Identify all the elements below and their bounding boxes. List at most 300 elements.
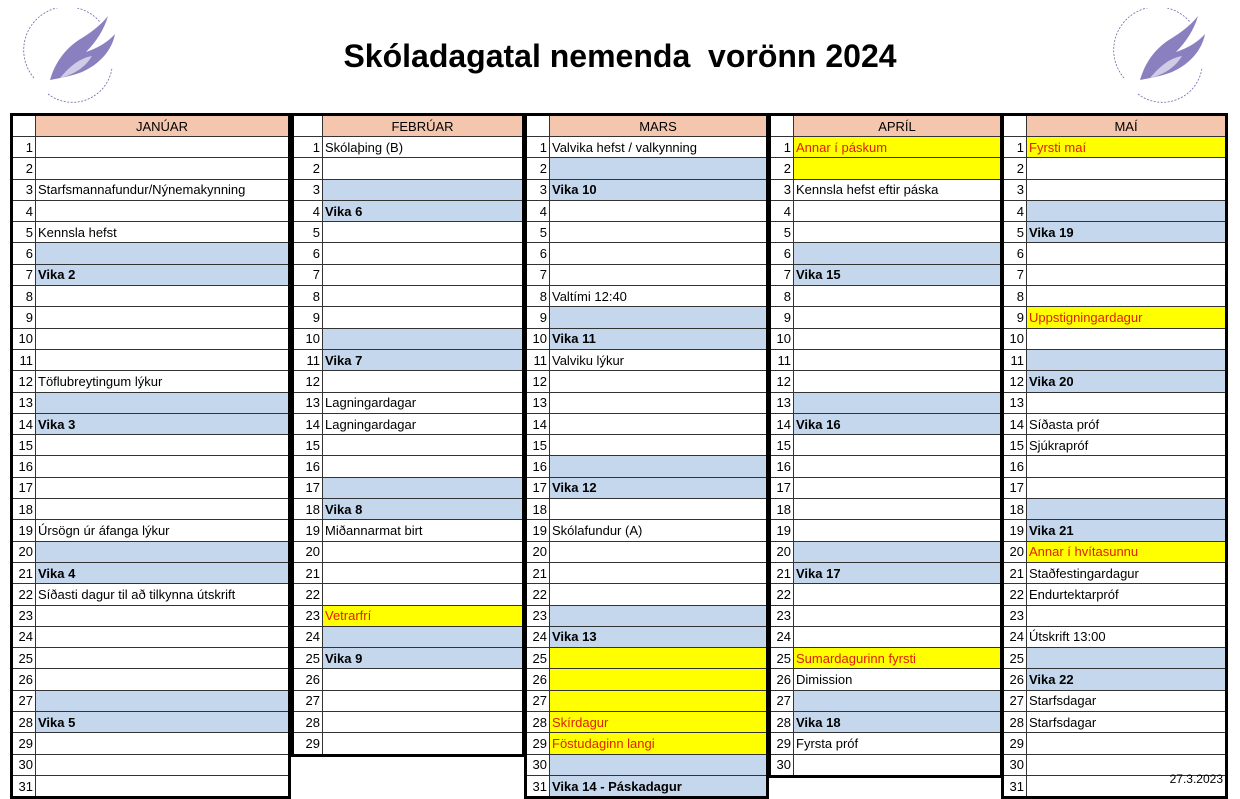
day-number: 30	[1003, 754, 1027, 775]
day-number: 5	[770, 222, 794, 243]
day-number: 20	[526, 541, 550, 562]
day-event	[36, 137, 290, 158]
day-event: Vika 19	[1027, 222, 1227, 243]
day-row	[1003, 456, 1227, 477]
day-number: 17	[293, 477, 323, 498]
month-table-1	[291, 113, 525, 757]
day-row	[770, 392, 1002, 413]
month-header-spacer	[526, 115, 550, 137]
day-number: 3	[1003, 179, 1027, 200]
day-event	[36, 328, 290, 349]
day-number: 12	[1003, 371, 1027, 392]
day-number: 8	[293, 286, 323, 307]
day-row	[1003, 349, 1227, 370]
day-event	[323, 626, 524, 647]
day-row	[526, 541, 768, 562]
day-row	[1003, 200, 1227, 221]
day-number: 6	[526, 243, 550, 264]
day-event	[323, 541, 524, 562]
day-number: 8	[770, 286, 794, 307]
day-event	[1027, 392, 1227, 413]
day-row	[12, 605, 290, 626]
month-table-0	[10, 113, 291, 799]
day-row	[770, 733, 1002, 754]
day-number: 14	[293, 413, 323, 434]
day-event: Vika 7	[323, 349, 524, 370]
day-event	[323, 477, 524, 498]
day-event: Valviku lýkur	[550, 349, 768, 370]
day-number: 27	[770, 690, 794, 711]
day-row	[770, 435, 1002, 456]
day-number: 15	[12, 435, 36, 456]
day-number: 9	[526, 307, 550, 328]
day-event	[323, 690, 524, 711]
page-title: Skóladagatal nemenda vorönn 2024	[343, 38, 897, 74]
day-number: 20	[1003, 541, 1027, 562]
day-number: 4	[12, 200, 36, 221]
day-row	[293, 200, 524, 221]
day-row	[293, 690, 524, 711]
day-number: 9	[12, 307, 36, 328]
day-number: 27	[293, 690, 323, 711]
day-row	[1003, 733, 1227, 754]
day-number: 9	[770, 307, 794, 328]
day-event: Valvika hefst / valkynning	[550, 137, 768, 158]
day-row	[1003, 520, 1227, 541]
day-number: 8	[12, 286, 36, 307]
day-number: 26	[12, 669, 36, 690]
day-number: 2	[293, 158, 323, 179]
day-number: 10	[293, 328, 323, 349]
day-number: 15	[293, 435, 323, 456]
day-event	[1027, 158, 1227, 179]
day-event	[794, 435, 1002, 456]
month-header-spacer	[12, 115, 36, 137]
day-row	[1003, 371, 1227, 392]
day-event	[36, 626, 290, 647]
day-number: 23	[293, 605, 323, 626]
day-number: 19	[12, 520, 36, 541]
day-number: 7	[526, 264, 550, 285]
day-row	[12, 200, 290, 221]
day-event	[794, 286, 1002, 307]
day-event	[794, 158, 1002, 179]
day-number: 20	[12, 541, 36, 562]
day-number: 4	[526, 200, 550, 221]
day-event	[794, 754, 1002, 776]
day-number: 18	[526, 499, 550, 520]
day-row	[12, 477, 290, 498]
day-event	[794, 605, 1002, 626]
day-number: 29	[1003, 733, 1027, 754]
day-row	[293, 222, 524, 243]
day-event	[794, 243, 1002, 264]
day-event: Vika 12	[550, 477, 768, 498]
month-header: JANÚAR	[36, 115, 290, 137]
day-row	[12, 648, 290, 669]
day-event: Útskrift 13:00	[1027, 626, 1227, 647]
day-number: 24	[1003, 626, 1027, 647]
day-event	[1027, 456, 1227, 477]
day-number: 4	[770, 200, 794, 221]
day-event	[794, 541, 1002, 562]
day-row	[526, 222, 768, 243]
day-event: Staðfestingardagur	[1027, 562, 1227, 583]
day-row	[12, 775, 290, 797]
day-row	[770, 264, 1002, 285]
day-number: 1	[12, 137, 36, 158]
day-number: 7	[12, 264, 36, 285]
day-row	[526, 733, 768, 754]
day-event	[794, 200, 1002, 221]
day-event: Lagningardagar	[323, 392, 524, 413]
day-event	[36, 669, 290, 690]
day-row	[293, 626, 524, 647]
day-row	[12, 584, 290, 605]
day-row	[770, 456, 1002, 477]
day-event	[550, 435, 768, 456]
day-event: Starfsdagar	[1027, 690, 1227, 711]
day-number: 7	[1003, 264, 1027, 285]
day-number: 21	[526, 562, 550, 583]
day-row	[770, 584, 1002, 605]
day-row	[1003, 435, 1227, 456]
day-row	[526, 243, 768, 264]
day-number: 1	[526, 137, 550, 158]
day-event	[36, 158, 290, 179]
day-number: 1	[770, 137, 794, 158]
day-number: 6	[1003, 243, 1027, 264]
day-number: 29	[526, 733, 550, 754]
day-event	[323, 435, 524, 456]
day-event: Starfsdagar	[1027, 712, 1227, 733]
day-number: 23	[526, 605, 550, 626]
day-row	[12, 626, 290, 647]
day-number: 25	[770, 648, 794, 669]
day-row	[770, 669, 1002, 690]
day-row	[526, 775, 768, 797]
day-event	[36, 243, 290, 264]
day-event	[1027, 264, 1227, 285]
day-event: Vika 11	[550, 328, 768, 349]
day-number: 7	[293, 264, 323, 285]
day-number: 22	[526, 584, 550, 605]
day-number: 6	[12, 243, 36, 264]
day-number: 9	[1003, 307, 1027, 328]
day-number: 25	[526, 648, 550, 669]
day-row	[1003, 669, 1227, 690]
day-event: Miðannarmat birt	[323, 520, 524, 541]
day-row	[293, 477, 524, 498]
day-event: Endurtektarpróf	[1027, 584, 1227, 605]
day-number: 11	[1003, 349, 1027, 370]
day-event	[323, 371, 524, 392]
day-row	[770, 499, 1002, 520]
day-number: 14	[12, 413, 36, 434]
day-row	[1003, 137, 1227, 158]
day-row	[12, 392, 290, 413]
day-number: 18	[12, 499, 36, 520]
day-event	[36, 435, 290, 456]
day-number: 24	[770, 626, 794, 647]
day-number: 3	[770, 179, 794, 200]
day-event: Annar í páskum	[794, 137, 1002, 158]
day-number: 13	[526, 392, 550, 413]
day-row	[293, 179, 524, 200]
day-row	[1003, 584, 1227, 605]
day-event	[550, 413, 768, 434]
day-number: 23	[770, 605, 794, 626]
day-number: 6	[293, 243, 323, 264]
day-number: 17	[770, 477, 794, 498]
day-number: 12	[770, 371, 794, 392]
day-row	[526, 200, 768, 221]
day-row	[293, 243, 524, 264]
day-row	[770, 137, 1002, 158]
day-event: Annar í hvítasunnu	[1027, 541, 1227, 562]
day-event	[1027, 477, 1227, 498]
day-row	[1003, 712, 1227, 733]
day-event	[794, 584, 1002, 605]
day-event	[323, 158, 524, 179]
day-number: 27	[1003, 690, 1027, 711]
day-number: 12	[12, 371, 36, 392]
day-row	[293, 371, 524, 392]
day-number: 3	[12, 179, 36, 200]
day-number: 21	[293, 562, 323, 583]
day-row	[526, 435, 768, 456]
day-event: Vika 22	[1027, 669, 1227, 690]
day-row	[293, 584, 524, 605]
day-event: Vika 8	[323, 499, 524, 520]
day-event	[794, 371, 1002, 392]
day-number: 14	[526, 413, 550, 434]
day-event	[550, 264, 768, 285]
day-row	[770, 286, 1002, 307]
day-row	[293, 413, 524, 434]
day-event: Vika 18	[794, 712, 1002, 733]
day-event	[36, 775, 290, 797]
day-row	[770, 413, 1002, 434]
day-event: Dimission	[794, 669, 1002, 690]
day-event	[550, 690, 768, 711]
day-row	[12, 435, 290, 456]
day-row	[12, 520, 290, 541]
day-event: Vika 3	[36, 413, 290, 434]
day-row	[293, 541, 524, 562]
day-number: 7	[770, 264, 794, 285]
day-row	[12, 222, 290, 243]
day-number: 16	[526, 456, 550, 477]
day-number: 28	[526, 712, 550, 733]
day-event	[550, 562, 768, 583]
day-number: 16	[1003, 456, 1027, 477]
day-number: 19	[770, 520, 794, 541]
day-row	[770, 562, 1002, 583]
day-row	[293, 349, 524, 370]
day-number: 23	[1003, 605, 1027, 626]
day-row	[293, 648, 524, 669]
month-header: MARS	[550, 115, 768, 137]
day-event: Vika 20	[1027, 371, 1227, 392]
day-event: Síðasta próf	[1027, 413, 1227, 434]
day-row	[293, 562, 524, 583]
day-event: Föstudaginn langi	[550, 733, 768, 754]
day-row	[1003, 158, 1227, 179]
day-number: 15	[1003, 435, 1027, 456]
day-row	[526, 669, 768, 690]
day-number: 26	[1003, 669, 1027, 690]
day-event	[550, 754, 768, 775]
day-row	[770, 222, 1002, 243]
day-row	[293, 456, 524, 477]
day-event: Úrsögn úr áfanga lýkur	[36, 520, 290, 541]
day-event	[794, 349, 1002, 370]
day-number: 4	[1003, 200, 1027, 221]
day-row	[12, 328, 290, 349]
day-number: 22	[770, 584, 794, 605]
day-event	[550, 307, 768, 328]
day-event: Töflubreytingum lýkur	[36, 371, 290, 392]
day-event	[794, 328, 1002, 349]
day-number: 30	[12, 754, 36, 775]
day-number: 17	[526, 477, 550, 498]
day-row	[1003, 307, 1227, 328]
month-table-3	[768, 113, 1003, 778]
day-event	[323, 307, 524, 328]
day-number: 22	[293, 584, 323, 605]
day-event: Kennsla hefst	[36, 222, 290, 243]
day-event	[550, 541, 768, 562]
day-row	[526, 392, 768, 413]
day-number: 26	[526, 669, 550, 690]
month-header: FEBRÚAR	[323, 115, 524, 137]
day-number: 29	[770, 733, 794, 754]
day-row	[526, 371, 768, 392]
day-event	[1027, 243, 1227, 264]
day-number: 25	[12, 648, 36, 669]
day-row	[526, 264, 768, 285]
day-row	[770, 754, 1002, 776]
day-number: 28	[12, 712, 36, 733]
day-row	[526, 179, 768, 200]
day-number: 17	[1003, 477, 1027, 498]
day-row	[1003, 264, 1227, 285]
month-header: MAÍ	[1027, 115, 1227, 137]
day-event: Vika 4	[36, 562, 290, 583]
day-number: 30	[526, 754, 550, 775]
day-row	[12, 413, 290, 434]
day-event	[36, 690, 290, 711]
day-number: 18	[770, 499, 794, 520]
day-number: 28	[293, 712, 323, 733]
day-row	[12, 349, 290, 370]
day-event	[323, 456, 524, 477]
day-event	[36, 541, 290, 562]
day-row	[293, 264, 524, 285]
day-number: 13	[1003, 392, 1027, 413]
month-header-spacer	[293, 115, 323, 137]
day-row	[293, 499, 524, 520]
day-row	[1003, 626, 1227, 647]
day-row	[1003, 413, 1227, 434]
day-row	[1003, 222, 1227, 243]
day-number: 19	[1003, 520, 1027, 541]
day-event	[36, 392, 290, 413]
day-number: 1	[293, 137, 323, 158]
day-row	[1003, 648, 1227, 669]
day-number: 27	[526, 690, 550, 711]
day-number: 2	[1003, 158, 1027, 179]
day-row	[526, 477, 768, 498]
day-row	[1003, 179, 1227, 200]
day-row	[526, 754, 768, 775]
day-row	[1003, 286, 1227, 307]
day-event	[550, 371, 768, 392]
day-row	[12, 499, 290, 520]
day-event: Vika 17	[794, 562, 1002, 583]
day-row	[12, 158, 290, 179]
day-number: 31	[12, 775, 36, 797]
day-event	[1027, 499, 1227, 520]
month-table-4	[1001, 113, 1228, 799]
day-number: 28	[770, 712, 794, 733]
day-row	[526, 413, 768, 434]
day-row	[770, 307, 1002, 328]
day-number: 15	[770, 435, 794, 456]
day-number: 9	[293, 307, 323, 328]
day-number: 5	[1003, 222, 1027, 243]
day-event	[550, 605, 768, 626]
day-row	[12, 562, 290, 583]
day-event	[794, 690, 1002, 711]
day-row	[1003, 328, 1227, 349]
day-event: Vika 9	[323, 648, 524, 669]
day-event	[323, 584, 524, 605]
day-event	[794, 392, 1002, 413]
day-row	[526, 456, 768, 477]
day-event	[36, 307, 290, 328]
day-row	[293, 669, 524, 690]
day-row	[293, 307, 524, 328]
day-number: 19	[293, 520, 323, 541]
day-event	[1027, 605, 1227, 626]
day-row	[770, 605, 1002, 626]
day-number: 16	[12, 456, 36, 477]
day-event	[323, 733, 524, 755]
day-number: 13	[770, 392, 794, 413]
day-event: Vika 13	[550, 626, 768, 647]
day-event	[1027, 179, 1227, 200]
day-number: 22	[12, 584, 36, 605]
day-number: 5	[12, 222, 36, 243]
day-number: 30	[770, 754, 794, 776]
day-number: 21	[770, 562, 794, 583]
day-event	[323, 562, 524, 583]
day-event	[36, 349, 290, 370]
day-number: 28	[1003, 712, 1027, 733]
day-row	[770, 520, 1002, 541]
day-event	[794, 456, 1002, 477]
day-row	[293, 286, 524, 307]
day-row	[293, 712, 524, 733]
day-row	[526, 137, 768, 158]
day-row	[293, 435, 524, 456]
day-event: Sumardagurinn fyrsti	[794, 648, 1002, 669]
day-event: Vika 6	[323, 200, 524, 221]
day-event	[1027, 200, 1227, 221]
day-event	[550, 499, 768, 520]
